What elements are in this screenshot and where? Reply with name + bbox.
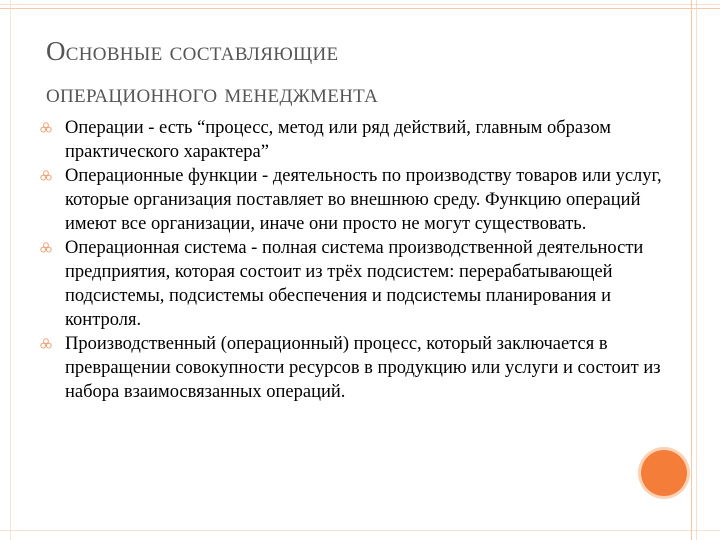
frame-line-right <box>691 0 692 540</box>
slide-title-line-1: Основные составляющие <box>46 36 339 66</box>
bullet-text: Операционные функции - деятельность по производству товаров или услуг, которые организация поставляет во внешнюю среду. Функцию операций имеют все организации, иначе они просто не могут существовать. <box>65 166 662 234</box>
orange-circle-icon <box>641 450 687 496</box>
bullet-item <box>40 164 680 236</box>
frame-line-left <box>10 0 11 540</box>
bullet-item <box>40 236 680 332</box>
frame-line-top <box>0 8 720 9</box>
frame-line-top-2 <box>0 4 720 5</box>
bullet-flower-icon <box>40 170 52 182</box>
bullet-flower-icon <box>40 122 52 134</box>
bullet-list <box>40 116 680 404</box>
bullet-flower-icon <box>40 338 52 350</box>
frame-line-bottom <box>0 530 720 531</box>
bullet-item <box>40 116 680 164</box>
bullet-text: Операционная система - полная система производственной деятельности предприятия, которая состоит из трёх подсистем: перерабатывающей подсистемы, подсистемы обеспечения и подсистемы планирования и контроля. <box>65 238 644 330</box>
slide-title <box>46 30 666 114</box>
bullet-flower-icon <box>40 242 52 254</box>
slide-title-line-2: операционного менеджмента <box>46 78 379 108</box>
bullet-text: Операции - есть “процесс, метод или ряд действий, главным образом практического характера” <box>65 118 611 162</box>
frame-line-right-2 <box>696 0 697 540</box>
bullet-text: Производственный (операционный) процесс, который заключается в превращении совокупности ресурсов в продукцию или услуги и состоит из набора взаимосвязанных операций. <box>65 334 661 402</box>
bullet-item <box>40 332 680 404</box>
